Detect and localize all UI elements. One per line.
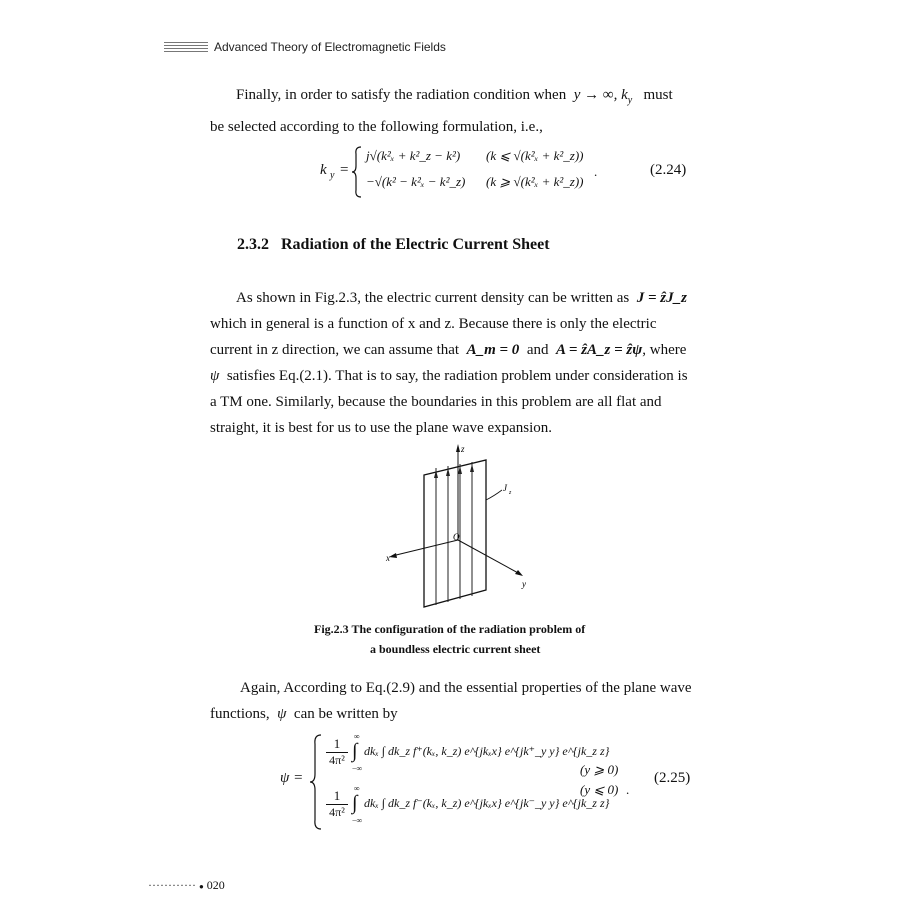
p2-l1-math: J = ẑJ_z	[636, 290, 687, 306]
p2-l3a: current in z direction, we can assume that	[210, 342, 460, 358]
p3-l2b: can be written by	[293, 706, 398, 722]
eq224-case2: −√(k² − k²ₓ − k²_z)	[366, 174, 466, 189]
paragraph-expansion	[210, 675, 698, 727]
figure-caption-line1: Fig.2.3 The configuration of the radiation problem of	[314, 622, 586, 636]
p1-text-end: must	[643, 87, 673, 103]
eq225-case2-body: dkₓ ∫ dk_z f⁻(kₓ, k_z) e^{jkₓx} e^{jk⁻_y y} e^{jk_z z}	[364, 796, 610, 810]
eq224-cond1: (k ⩽ √(k²ₓ + k²_z))	[486, 148, 584, 163]
eq225-frac2-den: 4π²	[326, 804, 348, 820]
equation-2-24: k y = j√(k²ₓ + k²_z − k²) (k ⩽ √(k²ₓ + k²_z)) −√(k² − k²ₓ − k²_z) (k ⩾ √(k²ₓ + k²_z)) .	[318, 146, 698, 198]
y-axis	[458, 540, 520, 574]
figure-caption-line2: a boundless electric current sheet	[370, 642, 541, 656]
p2-l5: a TM one. Similarly, because the boundaries in this problem are all flat and	[210, 394, 662, 410]
z-axis-label: z	[461, 444, 465, 454]
eq225-frac2-num: 1	[333, 788, 341, 803]
eq225-cond2: (y ⩽ 0)	[580, 782, 619, 797]
eq225-int1-lower: −∞	[352, 764, 363, 773]
eq225-int1-upper: ∞	[354, 732, 360, 741]
eq225-int2-lower: −∞	[352, 816, 363, 825]
y-axis-label: y	[522, 579, 526, 589]
p1-math: y → ∞, k	[573, 87, 628, 103]
eq225-case1-body: dkₓ ∫ dk_z f⁺(kₓ, k_z) e^{jkₓx} e^{jk⁺_y y} e^{jk_z z}	[364, 744, 610, 758]
header-rule-icon	[164, 42, 208, 54]
section-title: Radiation of the Electric Current Sheet	[281, 236, 550, 253]
running-head: Advanced Theory of Electromagnetic Fields	[214, 40, 446, 54]
equation-2-25: ψ = $\frac{1}{\text{4π²}}$ ∞ ∫ −∞ dkₓ ∫ dk_z f⁺(kₓ, k_z) e^{jkₓx} e^{jk⁺_y y} e^{jk_z z} $\frac{1}{\text{4π²}}$ ∞ ∫ −∞ dkₓ ∫ dk_z f⁻(kₓ, k_z) e^{jkₓx} e^{jk⁻_y y} e^{jk_z z} (y ⩾ 0) (y ⩽ 0) .	[280, 732, 700, 832]
p2-l3-math1: A_m = 0	[466, 342, 520, 358]
eq225-cond1: (y ⩾ 0)	[580, 762, 619, 777]
section-heading	[237, 236, 550, 254]
jz-label-sub: z	[509, 490, 512, 496]
p1-math-sub: y	[627, 95, 633, 106]
paragraph-current-sheet	[210, 285, 698, 441]
p2-l6: straight, it is best for us to use the plane wave expansion.	[210, 420, 553, 436]
p3-l2a: functions,	[210, 706, 270, 722]
section-number: 2.3.2	[237, 236, 269, 253]
origin-label: O	[453, 532, 460, 542]
eq225-number: (2.25)	[654, 770, 691, 786]
eq224-cond2: (k ⩾ √(k²ₓ + k²_z))	[486, 174, 584, 189]
figure-current-sheet	[380, 440, 550, 615]
p2-l3b: and	[526, 342, 549, 358]
p1-line2: be selected according to the following formulation, i.e.,	[210, 119, 543, 135]
eq224-case1: j√(k²ₓ + k²_z − k²)	[366, 148, 461, 163]
p1-text: Finally, in order to satisfy the radiation condition when	[236, 87, 567, 103]
y-axis-arrow-icon	[515, 570, 523, 576]
p2-l3c: , where	[642, 342, 687, 358]
eq225-frac1-num: 1	[333, 736, 341, 751]
eq224-lhs-sub: y	[330, 170, 335, 181]
jz-label: J	[503, 483, 507, 493]
p2-l4b: satisfies Eq.(2.1). That is to say, the radiation problem under consideration is	[226, 368, 688, 384]
folio-dots: ············	[148, 878, 196, 892]
eq225-int2-upper: ∞	[354, 784, 360, 793]
left-brace-icon	[310, 734, 322, 830]
p2-l4a: ψ	[210, 368, 220, 384]
left-brace-icon	[352, 146, 362, 198]
p2-l3-math2: A = ẑA_z = ẑψ	[555, 342, 643, 358]
page-number: 020	[206, 878, 225, 892]
p3-l1: Again, According to Eq.(2.9) and the essential properties of the plane wave	[240, 680, 692, 696]
p2-l1: As shown in Fig.2.3, the electric current density can be written as	[236, 290, 630, 306]
paragraph-radiation-condition	[210, 82, 698, 140]
x-axis-arrow-icon	[389, 553, 397, 558]
x-axis-label: x	[386, 553, 390, 563]
page-folio: ············ ● 020	[148, 878, 225, 892]
eq224-number: (2.24)	[650, 162, 687, 178]
eq225-lhs: ψ =	[280, 770, 304, 786]
eq224-lhs: k	[320, 162, 327, 178]
p2-l2: which in general is a function of x and z. Because there is only the electric	[210, 316, 657, 332]
eq225-frac1-den: 4π²	[326, 752, 348, 768]
p3-l2-math: ψ	[277, 706, 287, 722]
z-axis-arrow-icon	[456, 444, 460, 452]
jz-leader	[486, 490, 502, 500]
